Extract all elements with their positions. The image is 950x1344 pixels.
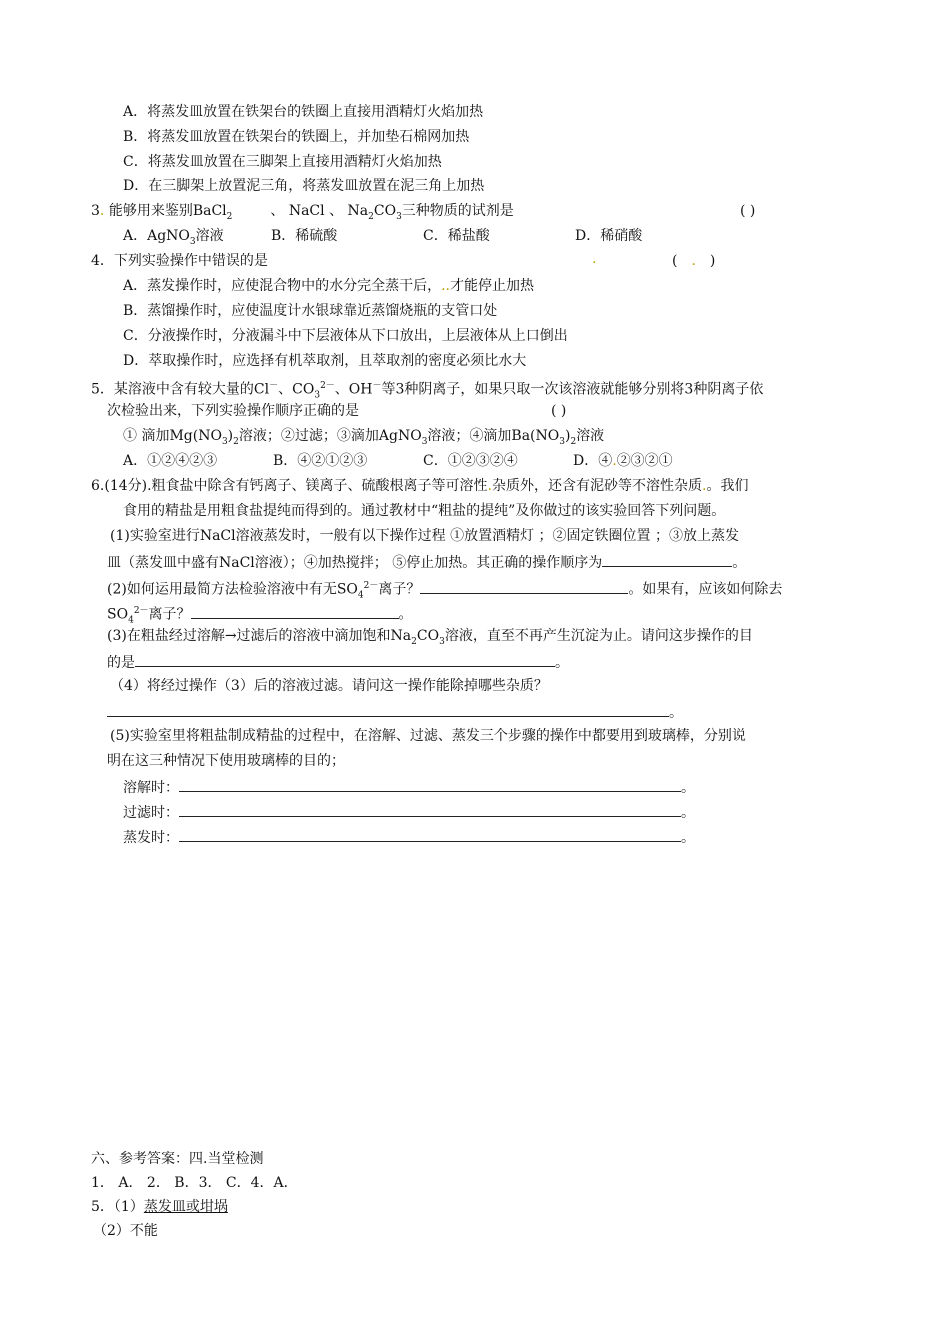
q6-filter-line: 过滤时： 。 (123, 802, 695, 822)
q2-option-d: D．在三脚架上放置泥三角，将蒸发皿放置在泥三角上加热 (123, 178, 485, 194)
q6-stem-line2: 食用的精盐是用粗食盐提纯而得到的。通过教材中“粗盐的提纯”及你做过的该实验回答下列问题。 (123, 503, 726, 519)
answers-line1: 1． A． 2． B．3． C．4．A． (91, 1175, 298, 1191)
q4-option-c: C．分液操作时，分液漏斗中下层液体从下口放出，上层液体从上口倒出 (123, 328, 568, 344)
q6-stem: 6.(14分).粗食盐中除含有钙离子、镁离子、硫酸根离子等可溶性.杂质外，还含有泥砂等不溶性杂质.。我们 (91, 478, 749, 494)
q6-part3-line1: (3)在粗盐经过溶解→过滤后的溶液中滴加饱和$Na_2CO_3$溶液，直至不再产生沉淀为止。请问这步操作的目 (107, 628, 753, 647)
q6-dissolve-line: 溶解时： 。 (123, 777, 695, 797)
q4-option-b: B．蒸馏操作时，应使温度计水银球靠近蒸馏烧瓶的支管口处 (123, 303, 498, 319)
q6-part1-line1: (1)实验室进行NaCl溶液蒸发时，一般有以下操作过程 ①放置酒精灯 ；②固定铁圈位置 ；③放上蒸发 (110, 528, 739, 544)
q5-option-b: B．④②①②③ (273, 453, 368, 469)
q3-option-b: B．稀硫酸 (271, 228, 338, 244)
q6-part4-line1: （4）将经过操作（3）后的溶液过滤。请问这一操作能除掉哪些杂质？ (110, 678, 548, 694)
q6-part5-line1: (5)实验室里将粗盐制成精盐的过程中，在溶解、过滤、蒸发三个步骤的操作中都要用到玻璃棒，分别说 (110, 728, 746, 744)
q6-part3-blank[interactable] (135, 652, 555, 667)
q5-steps: ① 滴加$Mg(NO_3)_2$溶液；②过滤；③滴加AgNO$_3$溶液；④滴加$Ba(NO_3)_2$溶液 (123, 428, 605, 447)
answers-line2: 5．（1）蒸发皿或坩埚 (91, 1199, 228, 1215)
q5-answer-bracket: ( ) (551, 403, 567, 419)
q6-part2-line1: (2)如何运用最简方法检验溶液中有无$SO_4^{2-}$离子？ 。如果有，应该如何除去 (107, 577, 782, 604)
q6-dissolve-blank[interactable] (179, 777, 681, 792)
q3-option-d: D．稀硝酸 (575, 228, 643, 244)
q5-option-d: D．④.②③②① (573, 453, 673, 469)
answers-container-answer: 蒸发皿或坩埚 (143, 1199, 228, 1215)
q3-options (123, 227, 642, 251)
answers-title: 六、参考答案：四.当堂检测 (91, 1151, 264, 1167)
q4-option-d: D．萃取操作时，应选择有机萃取剂，且萃取剂的密度必须比水大 (123, 353, 527, 369)
q6-part2-blank-2[interactable] (191, 604, 399, 619)
q4-option-a: A．蒸发操作时，应使混合物中的水分完全蒸干后，..才能停止加热 (123, 278, 535, 294)
q4-dot: . (592, 251, 597, 267)
q4-stem: 4．下列实验操作中错误的是 (91, 253, 268, 269)
q5-options (123, 452, 673, 470)
q4-answer-bracket: ( . ) (672, 253, 716, 269)
q3-answer-bracket: ( ) (740, 203, 756, 219)
q6-part4-blank[interactable] (107, 702, 669, 717)
q5-option-c: C．①②③②④ (423, 453, 518, 469)
q6-part3-line2: 的是 。 (107, 652, 569, 672)
q6-evaporate-blank[interactable] (179, 827, 681, 842)
q2-option-c: C．将蒸发皿放置在三脚架上直接用酒精灯火焰加热 (123, 154, 442, 170)
q2-option-b: B．将蒸发皿放置在铁架台的铁圈上，并加垫石棉网加热 (123, 129, 470, 145)
q6-evaporate-line: 蒸发时： 。 (123, 827, 695, 847)
q3-option-a: A．AgNO$_3$溶液 (123, 228, 224, 247)
q3-option-c: C．稀盐酸 (423, 228, 490, 244)
q6-part5-line2: 明在这三种情况下使用玻璃棒的目的； (107, 753, 345, 769)
q6-filter-blank[interactable] (179, 802, 681, 817)
q6-part1-line2: 皿（蒸发皿中盛有NaCl溶液）；④加热搅拌； ⑤停止加热。其正确的操作顺序为 。 (107, 552, 746, 572)
q6-part2-line2: $SO_4^{2-}$离子？ 。 (107, 602, 413, 629)
answers-line3: （2）不能 (93, 1223, 158, 1239)
q3-stem: 3. 能够用来鉴别BaCl$_2$ 、 NaCl 、 $Na_2CO_3$三种物质的试剂是 (91, 203, 514, 222)
q2-option-a: A．将蒸发皿放置在铁架台的铁圈上直接用酒精灯火焰加热 (123, 104, 484, 120)
q6-part4-line2: 。 (107, 702, 683, 722)
q5-stem: 5．某溶液中含有较大量的Cl－、$CO_3^{2-}$、OH－等3种阴离子，如果只取一次该溶液就能够分别将3种阴离子依 (91, 381, 764, 401)
q5-stem-line2: 次检验出来，下列实验操作顺序正确的是 (107, 403, 359, 419)
q6-part2-blank-1[interactable] (420, 579, 628, 594)
q5-option-a: A．①②④②③ (123, 453, 218, 469)
q6-part1-blank[interactable] (602, 552, 732, 567)
